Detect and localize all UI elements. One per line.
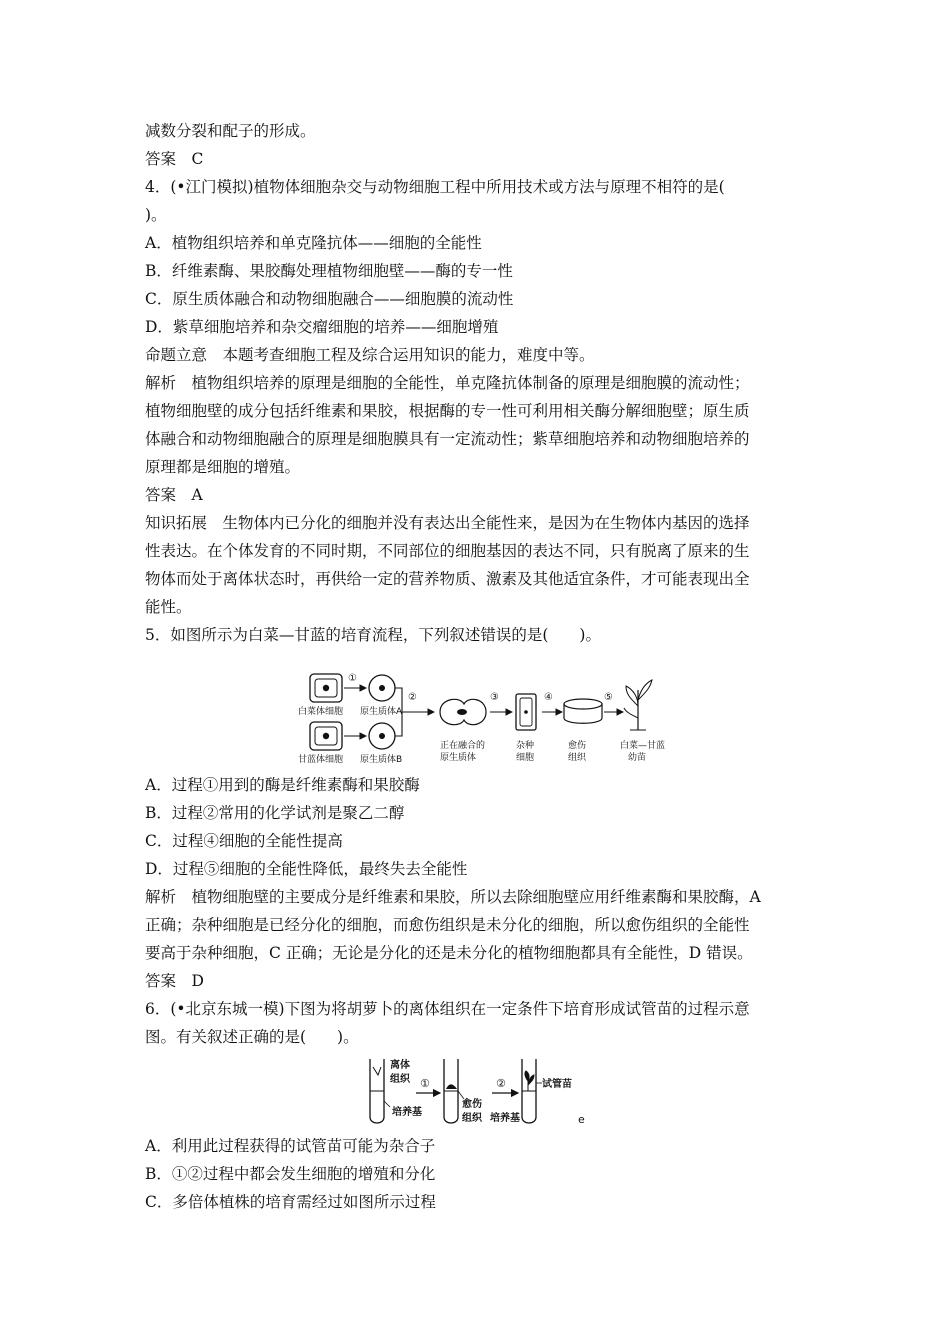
question-4-stem: 4．(•江门模拟)植物体细胞杂交与动物细胞工程中所用技术或方法与原理不相符的是(: [145, 178, 725, 196]
step-4-label: ④: [544, 692, 553, 703]
protoplast-a-label: 原生质体A: [360, 707, 403, 717]
fusing-label-2: 原生质体: [440, 753, 477, 763]
explant-label-1: 离体: [390, 1060, 410, 1071]
seedling-icon: [624, 680, 652, 730]
intent-line: 命题立意 本题考查细胞工程及综合运用知识的能力，难度中等。: [145, 346, 595, 364]
seedling-label-1: 白菜—甘蓝: [620, 741, 666, 751]
question-5-option-d: D．过程⑤细胞的全能性降低，最终失去全能性: [145, 860, 468, 878]
analysis-line: 体融合和动物细胞融合的原理是细胞膜具有一定流动性；紫草细胞培养和动物细胞培养的: [145, 430, 750, 448]
question-6-stem: 6．(•北京东城一模)下图为将胡萝卜的离体组织在一定条件下培育形成试管苗的过程示意: [145, 1000, 750, 1018]
tissue-culture-diagram: [360, 1055, 600, 1130]
answer-line: 答案 A: [145, 486, 203, 504]
question-6-option-b: B．①②过程中都会发生细胞的增殖和分化: [145, 1165, 436, 1183]
question-5-option-a: A．过程①用到的酶是纤维素酶和果胶酶: [145, 776, 420, 794]
extension-line: 能性。: [145, 598, 192, 616]
hybrid-label-2: 细胞: [516, 753, 535, 763]
hybrid-label-1: 杂种: [516, 741, 535, 751]
callus-label-2: 组织: [568, 753, 587, 763]
analysis-line: 植物细胞壁的成分包括纤维素和果胶，根据酶的专一性可利用相关酶分解细胞壁；原生质: [145, 402, 750, 420]
protoplast-b-label: 原生质体B: [360, 755, 403, 765]
step-1-label: ①: [348, 673, 357, 684]
callus-label-1: 愈伤: [568, 741, 587, 751]
answer-line: 答案 C: [145, 150, 204, 168]
fusing-protoplast-icon: [440, 699, 486, 724]
callus-dish-icon: [564, 699, 602, 723]
question-6-option-a: A．利用此过程获得的试管苗可能为杂合子: [145, 1137, 436, 1155]
test-tube-1-icon: [370, 1059, 384, 1123]
kale-cell-label: 甘蓝体细胞: [298, 755, 344, 765]
callus-label-1: 愈伤: [462, 1099, 482, 1110]
medium-label-1: 培养基: [392, 1107, 422, 1118]
stray-mark: e: [578, 1113, 585, 1126]
step-2-label: ②: [408, 692, 417, 703]
text-line: 减数分裂和配子的形成。: [145, 122, 316, 140]
question-6-option-c: C．多倍体植株的培育需经过如图所示过程: [145, 1193, 436, 1211]
plantlet-label: 试管苗: [542, 1079, 572, 1090]
seedling-label-2: 幼苗: [628, 753, 647, 763]
question-5-option-c: C．过程④细胞的全能性提高: [145, 832, 343, 850]
question-6-stem-cont: 图。有关叙述正确的是( )。: [145, 1028, 359, 1046]
medium-label-2: 培养基: [490, 1113, 520, 1124]
step-2-label: ②: [496, 1077, 506, 1090]
protoplast-b-icon: [369, 723, 395, 749]
cabbage-cell-icon: [310, 674, 342, 702]
kale-cell-icon: [310, 722, 342, 750]
analysis-line: 正确；杂种细胞是已经分化的细胞，而愈伤组织是未分化的细胞，所以愈伤组织的全能性: [145, 916, 750, 934]
analysis-line: 解析 植物细胞壁的主要成分是纤维素和果胶，所以去除细胞壁应用纤维素酶和果胶酶，A: [145, 888, 761, 906]
option-b: B．纤维素酶、果胶酶处理植物细胞壁——酶的专一性: [145, 262, 513, 280]
step-3-label: ③: [490, 692, 499, 703]
option-a: A．植物组织培养和单克隆抗体——细胞的全能性: [145, 234, 482, 252]
fusion-flow-diagram: [290, 668, 670, 774]
extension-line: 知识拓展 生物体内已分化的细胞并没有表达出全能性来，是因为在生物体内基因的选择: [145, 514, 750, 532]
protoplast-a-icon: [369, 675, 395, 701]
test-tube-2-icon: [444, 1059, 458, 1123]
analysis-line: 要高于杂种细胞，C 正确；无论是分化的还是未分化的植物细胞都具有全能性，D 错误。: [145, 944, 753, 962]
step-1-label: ①: [420, 1077, 430, 1090]
callus-label-2: 组织: [462, 1113, 482, 1124]
question-5-stem: 5．如图所示为白菜—甘蓝的培育流程，下列叙述错误的是( )。: [145, 626, 601, 644]
question-4-stem-cont: )。: [145, 206, 167, 224]
option-d: D．紫草细胞培养和杂交瘤细胞的培养——细胞增殖: [145, 318, 499, 336]
extension-line: 物体而处于离体状态时，再供给一定的营养物质、激素及其他适宜条件，才可能表现出全: [145, 570, 750, 588]
hybrid-cell-icon: [516, 694, 536, 730]
step-5-label: ⑤: [604, 692, 613, 703]
fusing-label-1: 正在融合的: [440, 741, 486, 751]
test-tube-3-icon: [522, 1059, 536, 1123]
analysis-line: 解析 植物组织培养的原理是细胞的全能性，单克隆抗体制备的原理是细胞膜的流动性；: [145, 374, 750, 392]
answer-line: 答案 D: [145, 972, 204, 990]
cabbage-cell-label: 白菜体细胞: [298, 707, 344, 717]
option-c: C．原生质体融合和动物细胞融合——细胞膜的流动性: [145, 290, 514, 308]
explant-label-2: 组织: [390, 1074, 410, 1085]
extension-line: 性表达。在个体发育的不同时期，不同部位的细胞基因的表达不同，只有脱离了原来的生: [145, 542, 750, 560]
question-5-option-b: B．过程②常用的化学试剂是聚乙二醇: [145, 804, 405, 822]
analysis-line: 原理都是细胞的增殖。: [145, 458, 301, 476]
